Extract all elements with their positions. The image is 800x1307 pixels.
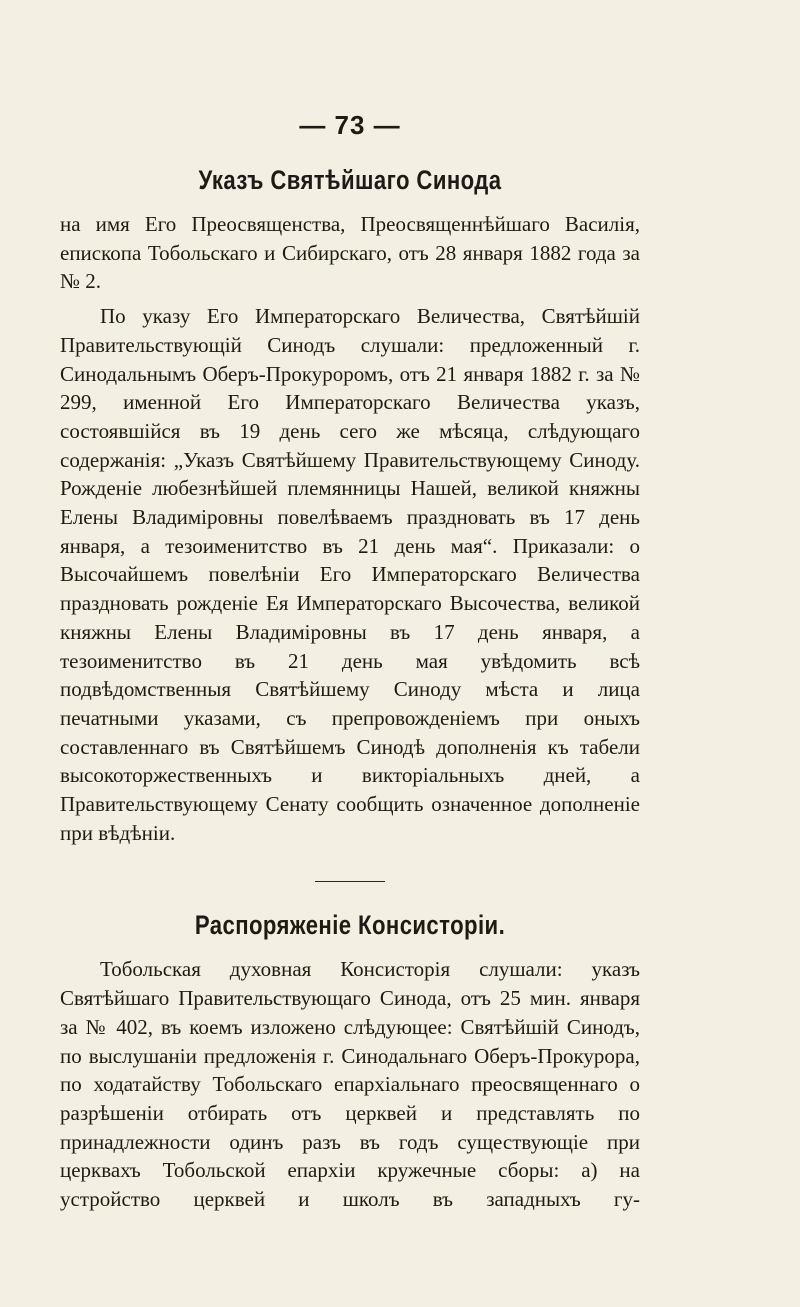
- page-content: [60, 110, 640, 1220]
- consistory-body: Тобольская духовная Консисторія слушали: указъ Святѣйшаго Правительствующаго Синода, отъ 25 мин. января за № 402, въ коемъ изложено слѣдующее: Святѣйшій Синодъ, по выслушаніи предложенія г. Синодальнаго Оберъ-Прокурора, по ходатайству Тобольскаго епархіальнаго преосвященнаго о разрѣшеніи отбирать отъ церквей и представлять по принадлежности одинъ разъ въ годъ существующіе при церквахъ Тобольской епархіи кружечные сборы: а) на устройство церквей и школъ въ западныхъ гу-: [60, 957, 640, 1212]
- consistory-heading: Распоряженіе Консисторіи.: [194, 910, 506, 941]
- decree-body: По указу Его Императорскаго Величества, Святѣйшій Правительствующій Синодъ слушали: предложенный г. Синодальнымъ Оберъ-Прокуроромъ, отъ 21 января 1882 г. за № 299, именной Его Императорскаго Величества указъ, состоявшійся въ 19 день сего же мѣсяца, слѣдующаго содержанія: „Указъ Святѣйшему Правительствующему Синоду. Рожденіе любезнѣйшей племянницы Нашей, великой княжны Елены Владиміровны повелѣваемъ праздновать въ 17 день января, а тезоименитство въ 21 день мая“. Приказали: о Высочайшемъ повелѣніи Его Императорскаго Величества праздновать рожденіе Ея Императорскаго Высочества, великой княжны Елены Владиміровны въ 17 день января, а тезоименитство въ 21 день мая увѣдомить всѣ подвѣдомственныя Святѣйшему Синоду мѣста и лица печатными указами, съ препровожденіемъ при оныхъ составленнаго въ Святѣйшемъ Синодѣ дополненія къ табели высокоторжественныхъ и викторіальныхъ дней, а Правительствующему Сенату сообщить означенное дополненіе при вѣдѣніи.: [60, 304, 640, 845]
- decree-intro: на имя Его Преосвященства, Преосвященнѣйшаго Василія, епископа Тобольскаго и Сибирскаго, отъ 28 января 1882 года за № 2.: [60, 212, 640, 294]
- section-divider: [315, 881, 385, 882]
- page-number: — 73 —: [299, 110, 401, 140]
- decree-heading: Указъ Святѣйшаго Синода: [198, 165, 502, 195]
